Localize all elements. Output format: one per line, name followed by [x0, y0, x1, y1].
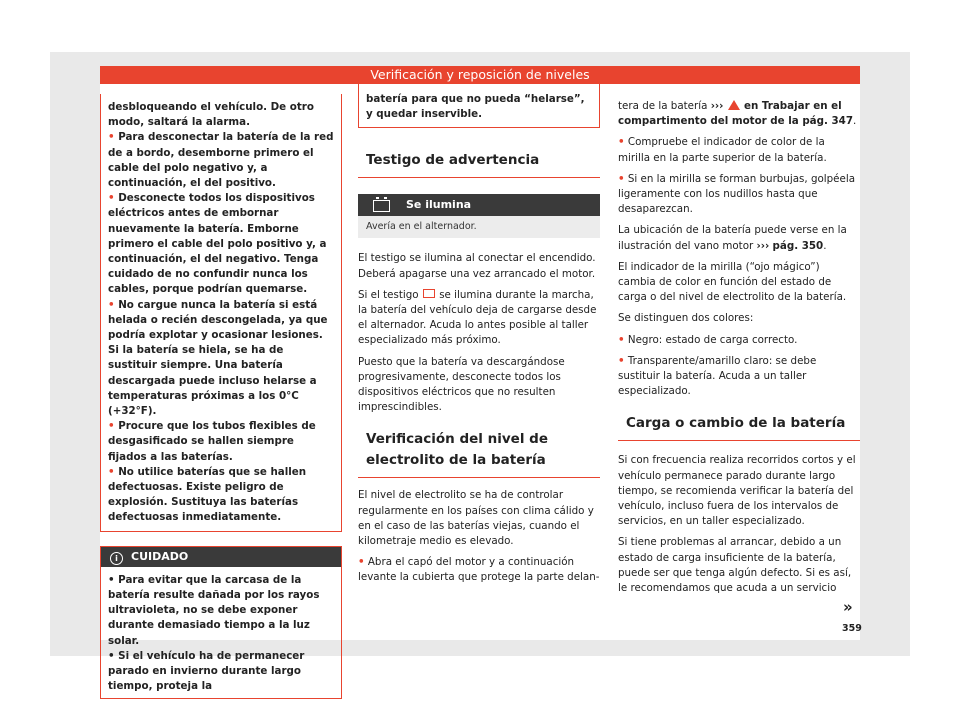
- warning-item-text: Para desconectar la batería de la red de a bordo, desemborne primero el cable del polo negativo y, a continuación, el del positivo.: [108, 131, 334, 190]
- warning-box: [100, 94, 342, 532]
- warning-item-text: No cargue nunca la batería si está helada o recién descongelada, ya que podría explotar y ocasionar lesiones. Si la batería se hiela, se ha de sustituir siempre. Una batería descargada puede incluso helarse a temperaturas próximas a los 0°C (+32°F).: [108, 298, 328, 418]
- caution-item: • Para evitar que la carcasa de la batería resulte dañada por los rayos ultravioleta, no se debe exponer durante demasiado tiempo a la luz solar.: [108, 573, 320, 647]
- warning-item: • No cargue nunca la batería si está helada o recién descongelada, ya que podría explotar y ocasionar lesiones. Si la batería se hiela, se ha de sustituir siempre. Una batería descargada puede incluso helarse a temperaturas próximas a los 0°C (+32°F).: [108, 298, 328, 418]
- warning-item: • Procure que los tubos flexibles de desgasificado se hallen siempre fijados a las baterías.: [108, 420, 316, 463]
- section-heading: Testigo de advertencia: [366, 152, 540, 169]
- cross-reference-arrows: ›››: [710, 100, 724, 112]
- heading-block: [358, 150, 600, 178]
- section-header: Verificación y reposición de niveles: [100, 66, 860, 84]
- caution-info-icon: i: [110, 552, 123, 565]
- column-2: [358, 84, 600, 592]
- paragraph: [358, 288, 600, 349]
- paragraph-part: Si el testigo: [358, 288, 419, 301]
- caution-header: [101, 547, 341, 567]
- section-heading: Carga o cambio de la batería: [626, 415, 846, 432]
- paragraph: El nivel de electrolito se ha de controlar regularmente en los países con clima cálido y en el caso de las baterías viejas, cuando el kilometraje medio es elevado.: [358, 489, 594, 548]
- warning-triangle-icon: [728, 100, 740, 110]
- page-content: [100, 84, 860, 693]
- column-3: [618, 84, 860, 602]
- paragraph: tera de la batería ››› en Trabajar en el compartimento del motor de la pág. 347.: [618, 100, 857, 128]
- caution-body: [101, 567, 341, 699]
- caution-box: [100, 546, 342, 700]
- lamp-description: Avería en el alternador.: [358, 216, 600, 238]
- page-number: 359: [842, 623, 862, 634]
- paragraph-part: Abra el capó del motor y a continuación levante la cubierta que protege la parte delan-: [358, 556, 600, 584]
- paragraph-part: tera de la batería: [618, 100, 708, 112]
- paragraph: • Abra el capó del motor y a continuación levante la cubierta que protege la parte delan-: [358, 556, 600, 584]
- section-heading: Verificación del nivel de electrolito de la batería: [366, 431, 548, 469]
- heading-block: [358, 429, 600, 478]
- warning-item-text: Procure que los tubos flexibles de desgasificado se hallen siempre fijados a las baterías.: [108, 420, 316, 463]
- caution-item-text: Para evitar que la carcasa de la batería resulte dañada por los rayos ultravioleta, no se debe exponer durante demasiado tiempo a la luz solar.: [108, 573, 320, 647]
- paragraph: • Si en la mirilla se forman burbujas, golpéela ligeramente con los nudillos hasta que desaparezcan.: [618, 172, 856, 216]
- warning-box-continued: [358, 84, 600, 128]
- paragraph: Se distinguen dos colores:: [618, 312, 754, 325]
- warning-item: • Desconecte todos los dispositivos eléctricos antes de embornar nuevamente la batería. Emborne primero el cable del polo positivo y, a continuación, el del negativo. Tenga cuidado de no confundir nunca los cables, porque podrían quemarse.: [108, 192, 327, 296]
- battery-warning-icon: [373, 200, 390, 212]
- paragraph: • Transparente/amarillo claro: se debe sustituir la batería. Acuda a un taller especializado.: [618, 354, 817, 398]
- paragraph: • Compruebe el indicador de color de la mirilla en la parte superior de la batería.: [618, 136, 827, 164]
- body-text: [618, 453, 860, 596]
- bullet-text: Compruebe el indicador de color de la mirilla en la parte superior de la batería.: [618, 136, 827, 164]
- warning-item-text: No utilice baterías que se hallen defectuosas. Existe peligro de explosión. Sustituya las baterías defectuosas inmediatamente.: [108, 465, 307, 524]
- paragraph-part: La ubicación de la batería puede verse en la ilustración del vano motor: [618, 224, 847, 252]
- lamp-title: Se ilumina: [406, 198, 472, 212]
- heading-block: [618, 413, 860, 441]
- paragraph: El testigo se ilumina al conectar el encendido. Deberá apagarse una vez arrancado el motor.: [358, 252, 596, 280]
- paragraph: Puesto que la batería va descargándose progresivamente, desconecte todos los dispositivos eléctricos que no resulten imprescindibles.: [358, 355, 565, 414]
- paragraph: La ubicación de la batería puede verse en la ilustración del vano motor ››› pág. 350.: [618, 224, 847, 252]
- bullet-text: Transparente/amarillo claro: se debe sustituir la batería. Acuda a un taller especializado.: [618, 354, 817, 398]
- cross-reference-arrows: ›››: [756, 239, 770, 252]
- paragraph: El indicador de la mirilla (“ojo mágico”) cambia de color en función del estado de carga o del nivel de electrolito de la batería.: [618, 260, 847, 304]
- lamp-table: [358, 194, 600, 238]
- paragraph: Si con frecuencia realiza recorridos cortos y el vehículo permanece parado durante largo tiempo, se recomienda verificar la batería del vehículo, incluso fuera de los intervalos de servicios, en un taller especializado.: [618, 454, 856, 528]
- body-text: [358, 488, 600, 585]
- paragraph: • Negro: estado de carga correcto.: [618, 333, 798, 346]
- caution-title: CUIDADO: [131, 549, 189, 563]
- battery-warning-icon: [423, 289, 435, 298]
- caution-item: • Si el vehículo ha de permanecer parado en invierno durante largo tiempo, proteja la: [108, 649, 305, 693]
- paragraph-part: se ilumina durante la marcha, la batería del vehículo deja de cargarse desde el alternador. Acuda lo antes posible al taller especializado más próximo.: [358, 288, 597, 347]
- bullet-text: Si en la mirilla se forman burbujas, golpéela ligeramente con los nudillos hasta que desaparezcan.: [618, 172, 856, 216]
- cross-reference-link[interactable]: pág. 350: [772, 239, 824, 252]
- body-text: [618, 99, 860, 399]
- caution-item-text: Si el vehículo ha de permanecer parado en invierno durante largo tiempo, proteja la: [108, 649, 305, 693]
- body-text: [358, 251, 600, 415]
- continue-mark: »: [843, 598, 853, 616]
- paragraph: Si tiene problemas al arrancar, debido a un estado de carga insuficiente de la batería, puede ser que tenga algún defecto. Si es así, le recomendamos que acuda a un servicio: [618, 536, 852, 595]
- cross-reference-link[interactable]: en Trabajar en el compartimento del motor de la pág. 347: [618, 100, 853, 128]
- warning-intro: desbloqueando el vehículo. De otro modo, saltará la alarma.: [108, 101, 314, 129]
- column-1: [100, 84, 342, 699]
- lamp-row: [358, 194, 600, 216]
- warning-item: • No utilice baterías que se hallen defectuosas. Existe peligro de explosión. Sustituya las baterías defectuosas inmediatamente.: [108, 465, 307, 524]
- warning-item: • Para desconectar la batería de la red de a bordo, desemborne primero el cable del polo negativo y, a continuación, el del positivo.: [108, 131, 334, 190]
- bullet-text: Negro: estado de carga correcto.: [627, 333, 798, 346]
- warning-item-text: Desconecte todos los dispositivos eléctricos antes de embornar nuevamente la batería. Emborne primero el cable del polo positivo y, a continuación, el del negativo. Tenga cuidado de no confundir nunca los cables, porque podrían quemarse.: [108, 192, 327, 296]
- warning-continued-text: batería para que no pueda “helarse”, y quedar inservible.: [366, 93, 585, 121]
